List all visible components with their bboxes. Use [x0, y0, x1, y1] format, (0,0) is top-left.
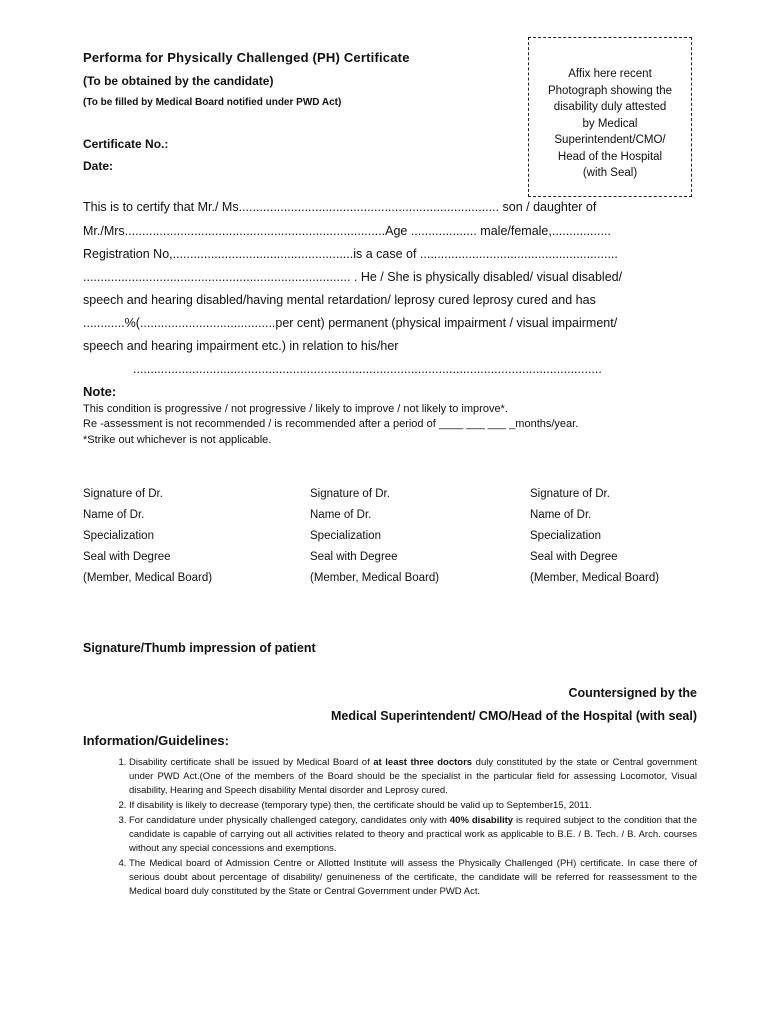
note-heading: Note: [83, 384, 117, 399]
photo-instruction-line: by Medical [582, 117, 638, 130]
note-line: This condition is progressive / not progressive / likely to improve / not likely to improve*. [83, 403, 508, 415]
photo-placeholder [528, 37, 692, 197]
member-label: (Member, Medical Board) [310, 572, 440, 584]
specialization-label: Specialization [310, 530, 381, 542]
signature-column [530, 484, 659, 589]
certificate-text-line: ............................................................................. . He / She is physically disabled/ visual disabled/ [83, 270, 623, 284]
guideline-item: 1. Disability certificate shall be issued by Medical Board of at least three doctors duly constituted by the state or Central government under PWD Act.(One of the members of the Board should be the specialist in the particular field for assessing Locomotor, Visual disability, Hearing and Speech disability Mental disorder and Leprosy cured. [129, 756, 697, 798]
name-label: Name of Dr. [530, 509, 592, 521]
signature-label: Signature of Dr. [83, 488, 163, 500]
certificate-text-line: ....................................................................................................................................... [133, 362, 602, 376]
signature-label: Signature of Dr. [310, 488, 390, 500]
seal-label: Seal with Degree [530, 551, 618, 563]
note-line: *Strike out whichever is not applicable. [83, 434, 272, 446]
certificate-text-line: This is to certify that Mr./ Ms........................................................................... son / daughter of [83, 200, 597, 214]
certificate-text-line: speech and hearing disabled/having mental retardation/ leprosy cured leprosy cured and has [83, 293, 596, 307]
guideline-item: 4. The Medical board of Admission Centre or Allotted Institute will assess the Physically Challenged (PH) certificate. In case there of serious doubt about percentage of disability/ genuineness of the certificate, the candidate will be referred for reassessment to the Medical board duly constituted by the State or Central Government under PWD Act. [129, 857, 697, 899]
form-subtitle: (To be obtained by the candidate) [83, 74, 274, 88]
specialization-label: Specialization [530, 530, 601, 542]
guidelines-list [105, 756, 697, 900]
certificate-text-line: ............%(.......................................per cent) permanent (physical impairment / visual impairment/ [83, 316, 618, 330]
note-line: Re -assessment is not recommended / is recommended after a period of ____ ___ ___ _months/year. [83, 418, 579, 430]
member-label: (Member, Medical Board) [530, 572, 660, 584]
seal-label: Seal with Degree [310, 551, 398, 563]
photo-instruction-line: disability duly attested [553, 101, 667, 113]
photo-instruction-line: Photograph showing the [547, 84, 673, 97]
member-label: (Member, Medical Board) [83, 572, 213, 584]
certificate-text-line: speech and hearing impairment etc.) in relation to his/her [83, 339, 399, 353]
signature-column [310, 484, 439, 589]
form-instruction: (To be filled by Medical Board notified under PWD Act) [83, 97, 342, 108]
photo-instruction-line: Superintendent/CMO/ [554, 134, 666, 146]
date-label: Date: [83, 159, 114, 173]
photo-instruction-line: (with Seal) [582, 167, 638, 179]
certificate-text-line: Mr./Mrs...........................................................................Age ................... male/female,................. [83, 224, 611, 238]
certificate-text-line: Registration No,....................................................is a case of ......................................................... [83, 247, 618, 261]
seal-label: Seal with Degree [83, 551, 171, 563]
patient-signature-label: Signature/Thumb impression of patient [83, 641, 316, 655]
name-label: Name of Dr. [310, 509, 372, 521]
form-title: Performa for Physically Challenged (PH) Certificate [83, 50, 410, 65]
photo-instruction-line: Head of the Hospital [557, 150, 663, 163]
specialization-label: Specialization [83, 530, 154, 542]
name-label: Name of Dr. [83, 509, 145, 521]
photo-instruction-line: Affix here recent [568, 68, 652, 80]
guideline-item: 3. For candidature under physically challenged category, candidates only with 40% disability is required subject to the condition that the candidate is capable of carrying out all activities related to theory and practical work as applicable to B.E. / B. Tech. / B. Arch. courses without any special concessions and exemptions. [129, 814, 697, 856]
signature-column [83, 484, 212, 589]
signature-label: Signature of Dr. [530, 488, 610, 500]
guideline-item: 2. If disability is likely to decrease (temporary type) then, the certificate should be valid up to September15, 2011. [129, 799, 697, 813]
certificate-no-label: Certificate No.: [83, 137, 169, 151]
countersigned-label: Countersigned by the [568, 686, 697, 700]
guidelines-heading: Information/Guidelines: [83, 733, 229, 748]
superintendent-label: Medical Superintendent/ CMO/Head of the Hospital (with seal) [330, 709, 697, 723]
